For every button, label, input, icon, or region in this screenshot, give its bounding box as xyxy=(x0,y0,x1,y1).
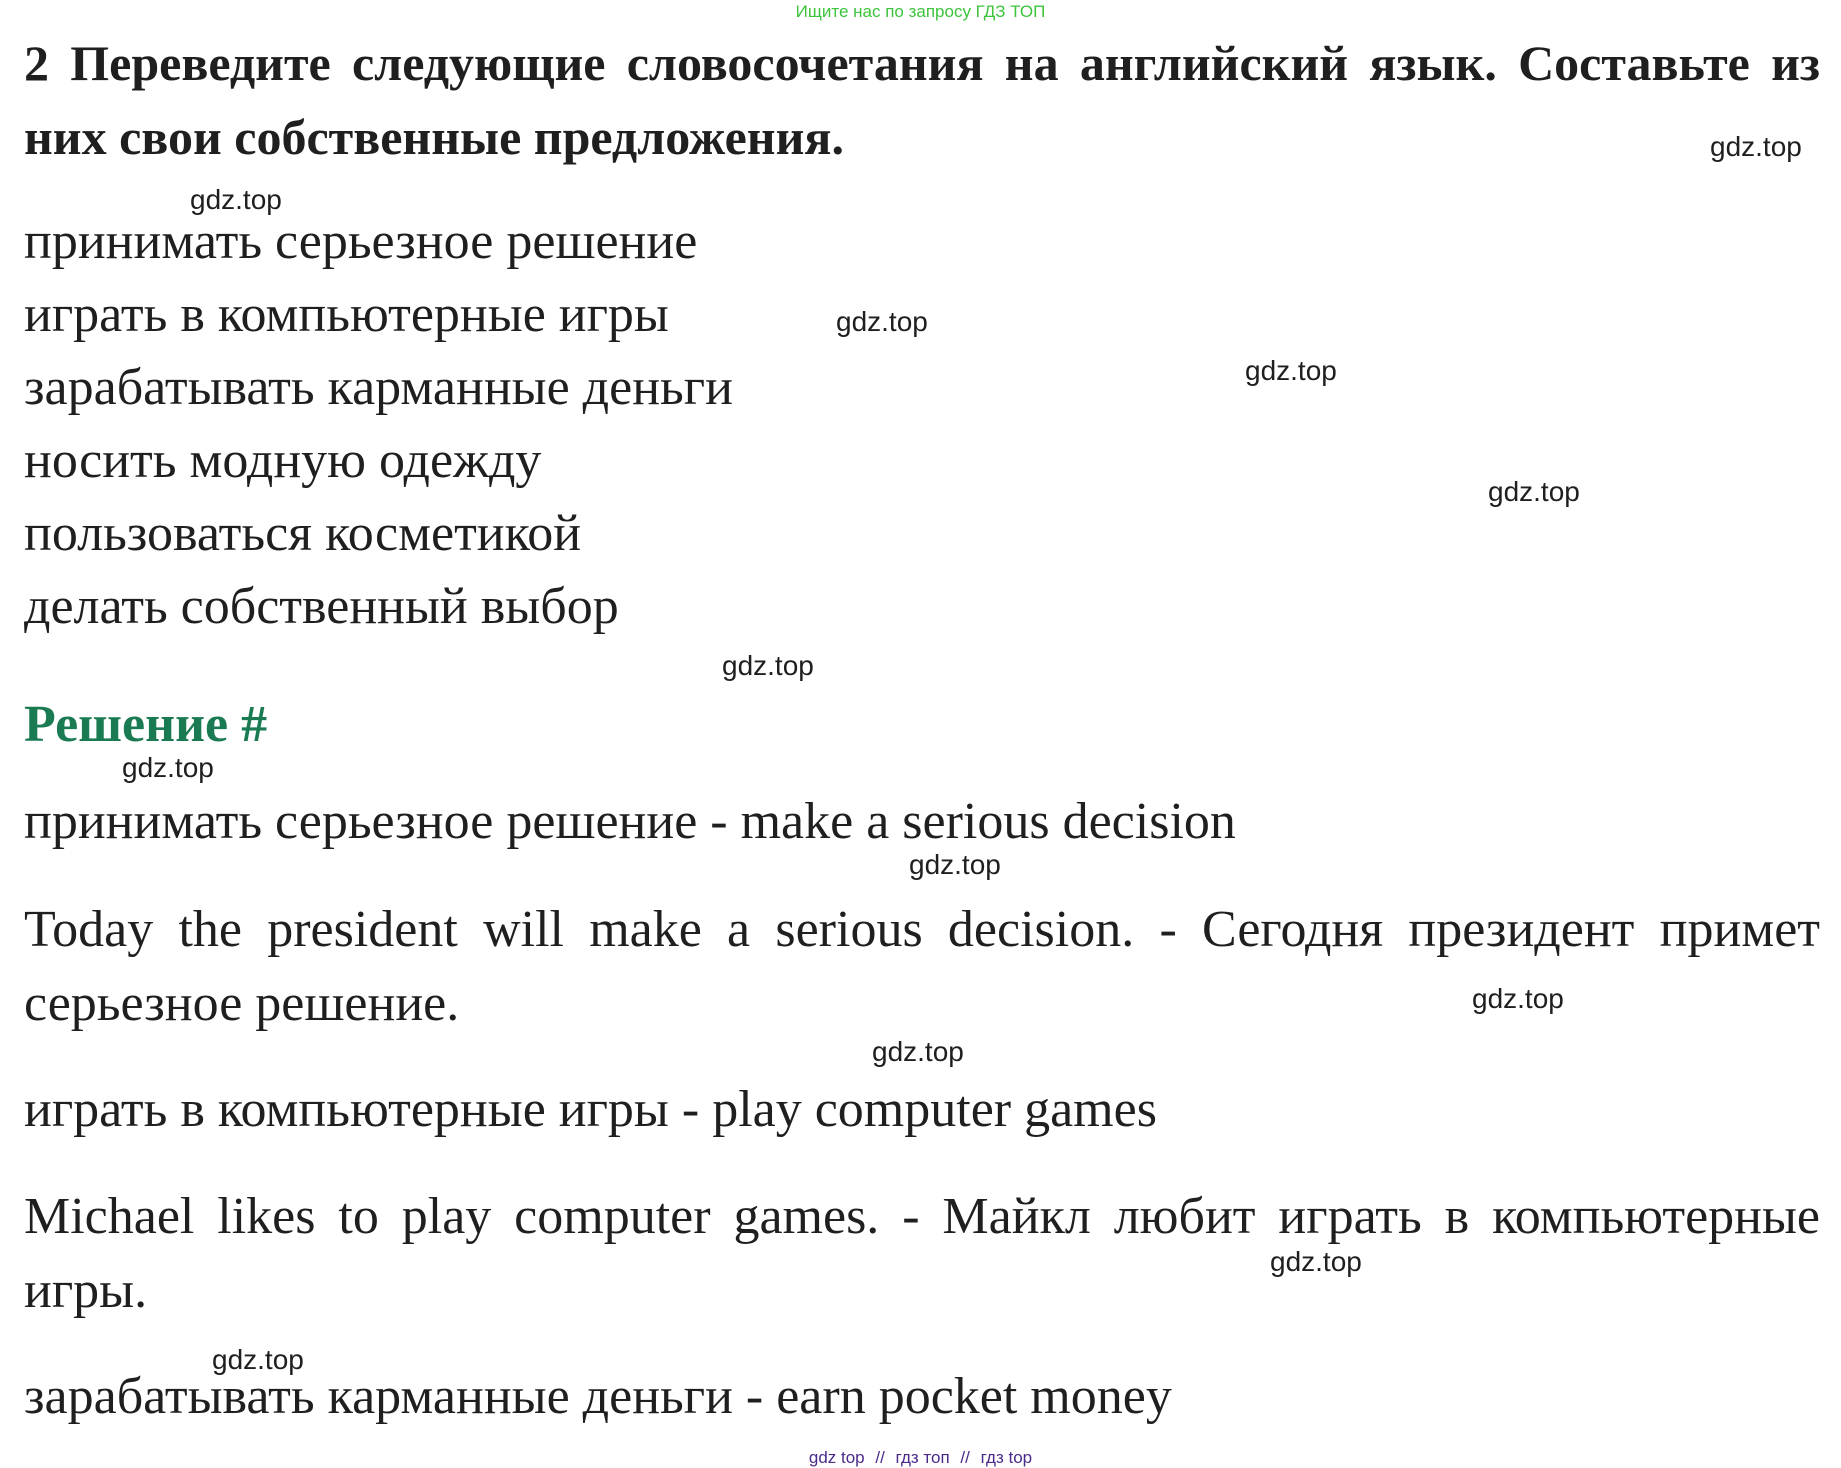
footer-separator: // xyxy=(875,1448,885,1467)
phrase-item: принимать серьезное решение xyxy=(24,213,698,270)
footer-link[interactable]: гдз top xyxy=(980,1448,1033,1467)
watermark: gdz.top xyxy=(872,1036,964,1067)
watermark: gdz.top xyxy=(909,849,1001,880)
watermark: gdz.top xyxy=(122,752,214,783)
footer-separator: // xyxy=(960,1448,970,1467)
footer xyxy=(0,1448,1841,1468)
task-title: 2 Переведите следующие словосочетания на английский язык. Составьте из них свои собственные предложения. xyxy=(24,35,1820,165)
watermark: gdz.top xyxy=(212,1344,304,1375)
phrase-item: носить модную одежду xyxy=(24,432,542,489)
solution-sentence: Michael likes to play computer games. - Майкл любит играть в компьютерные игры. xyxy=(24,1188,1820,1319)
footer-link[interactable]: гдз топ xyxy=(895,1448,950,1467)
top-banner: Ищите нас по запросу ГДЗ ТОП xyxy=(795,2,1046,21)
solution-sentence: Today the president will make a serious decision. - Сегодня президент примет серьезное решение. xyxy=(24,901,1820,1032)
phrase-item: пользоваться косметикой xyxy=(24,505,582,562)
watermark: gdz.top xyxy=(722,650,814,681)
phrase-item: зарабатывать карманные деньги xyxy=(24,359,733,416)
watermark: gdz.top xyxy=(1245,355,1337,386)
watermark: gdz.top xyxy=(1270,1246,1362,1277)
watermark: gdz.top xyxy=(1488,476,1580,507)
solution-heading: Решение # xyxy=(24,696,268,753)
phrase-item: играть в компьютерные игры xyxy=(24,286,669,343)
watermark: gdz.top xyxy=(1472,983,1564,1014)
watermark: gdz.top xyxy=(1710,131,1802,162)
watermark: gdz.top xyxy=(190,184,282,215)
solution-phrase: играть в компьютерные игры - play computer games xyxy=(24,1081,1157,1138)
solution-phrase: принимать серьезное решение - make a serious decision xyxy=(24,793,1236,850)
footer-link[interactable]: gdz top xyxy=(808,1448,865,1467)
solution-phrase: зарабатывать карманные деньги - earn pocket money xyxy=(24,1368,1172,1425)
phrase-item: делать собственный выбор xyxy=(24,578,619,635)
watermark: gdz.top xyxy=(836,306,928,337)
